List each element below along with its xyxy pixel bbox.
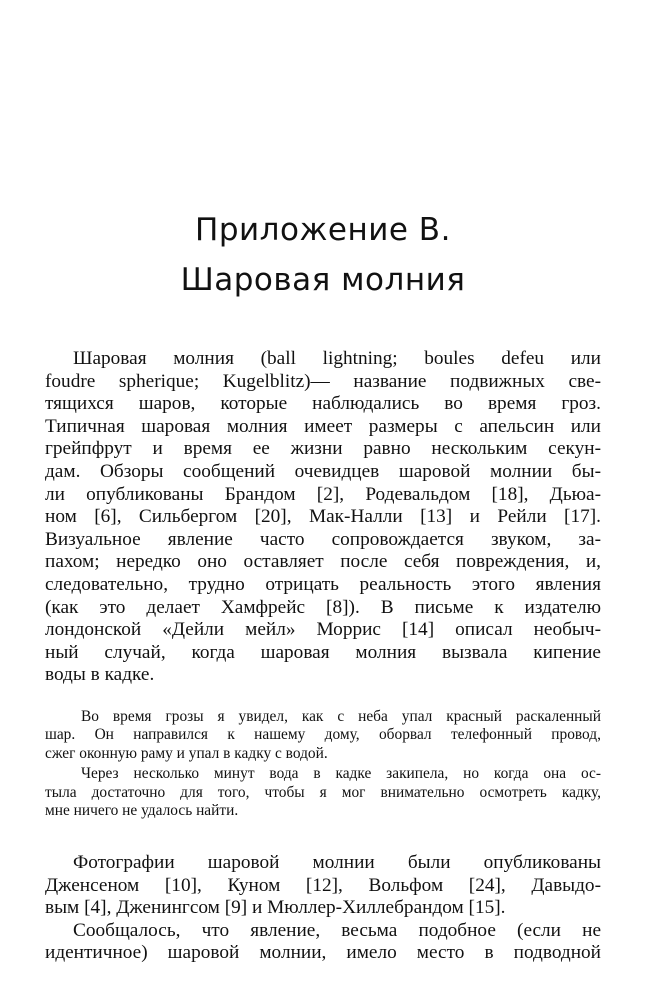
quote-line: Во время грозы я увидел, как с неба упал красный раскаленный [81, 708, 601, 725]
text-line: следовательно, трудно отрицать реальность этого явления [45, 573, 601, 595]
quote-line: шар. Он направился к нашему дому, оборвал телефонный провод, [45, 726, 601, 744]
text-line: ный случай, когда шаровая молния вызвала кипение [45, 641, 601, 663]
quote-line: мне ничего не удалось найти. [45, 802, 239, 820]
quote-line: сжег оконную раму и упал в кадку с водой. [45, 744, 328, 762]
appendix-subtitle: Шаровая молния [180, 262, 466, 298]
text-line: воды в кадке. [45, 664, 155, 686]
text-line: Дженсеном [10], Куном [12], Вольфом [24], Давыдо- [45, 874, 601, 896]
text-line: вым [4], Дженингсом [9] и Мюллер-Хиллебрандом [15]. [45, 897, 506, 919]
text-line: Шаровая молния (ball lightning; boules defeu или [73, 348, 601, 369]
text-line: пахом; нередко оно оставляет после себя повреждения, и, [45, 551, 601, 573]
quote-paragraph-1 [45, 708, 601, 763]
text-line: Сообщалось, что явление, весьма подобное (если не [73, 919, 601, 941]
tail-paragraphs [45, 852, 601, 965]
text-line: идентичное) шаровой молнии, имело место в подводной [45, 942, 601, 964]
text-line: Визуальное явление часто сопровождается звуком, за- [45, 528, 601, 550]
text-line: foudre spherique; Kugelblitz)— название подвижных све- [45, 370, 601, 392]
text-line: дам. Обзоры сообщений очевидцев шаровой молнии бы- [45, 460, 601, 482]
text-line: (как это делает Хамфрейс [8]). В письме к издателю [45, 596, 601, 618]
text-line: Фотографии шаровой молнии были опубликованы [73, 852, 601, 873]
appendix-title: Приложение В. [195, 212, 451, 248]
photos-paragraph [45, 852, 601, 920]
text-line: лондонской «Дейли мейл» Моррис [14] описал необыч- [45, 619, 601, 641]
quote-line: Через несколько минут вода в кадке закипела, но когда она ос- [81, 765, 601, 783]
main-paragraph [45, 348, 601, 687]
underwater-paragraph [45, 920, 601, 965]
text-line: Типичная шаровая молния имеет размеры с апельсин или [45, 415, 601, 437]
text-line: ли опубликованы Брандом [2], Родевальдом [18], Дьюа- [45, 483, 601, 505]
quote-paragraph-2 [45, 765, 601, 820]
text-line: грейпфрут и время ее жизни равно нескольким секун- [45, 438, 601, 460]
quote-line: тыла достаточно для того, чтобы я мог внимательно осмотреть кадку, [45, 783, 601, 801]
text-line: ном [6], Сильбергом [20], Мак-Налли [13] и Рейли [17]. [45, 506, 601, 528]
quoted-letter [45, 708, 601, 820]
text-line: тящихся шаров, которые наблюдались во время гроз. [45, 393, 601, 415]
